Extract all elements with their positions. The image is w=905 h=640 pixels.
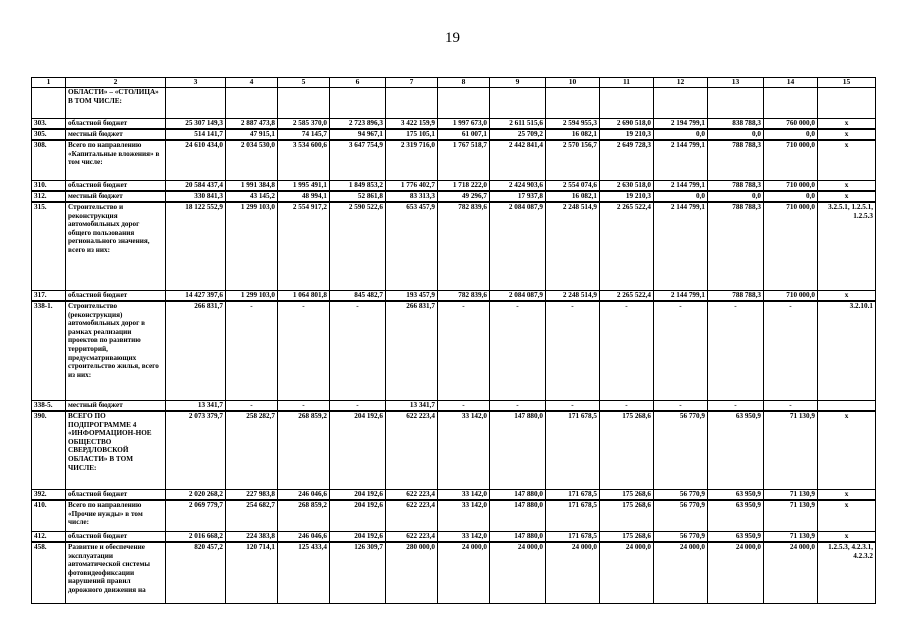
value-cell: - (600, 401, 654, 412)
value-cell: 49 296,7 (438, 191, 490, 202)
row-name-cell: областной бюджет (66, 532, 166, 543)
value-cell: 788 788,3 (708, 181, 764, 192)
value-cell: 24 000,0 (438, 542, 490, 604)
value-cell: 24 000,0 (708, 542, 764, 604)
value-cell: 175 268,6 (600, 411, 654, 490)
value-cell: 48 994,1 (278, 191, 330, 202)
value-cell: 227 983,8 (226, 490, 278, 501)
value-cell: 622 223,4 (386, 411, 438, 490)
value-cell: 838 788,3 (708, 119, 764, 130)
value-cell: 514 141,7 (166, 129, 226, 140)
row-number-cell: 390. (32, 411, 66, 490)
value-cell: 24 000,0 (490, 542, 546, 604)
value-cell: 0,0 (708, 129, 764, 140)
table-row (32, 129, 876, 140)
value-cell: - (330, 301, 386, 401)
column-number-6: 6 (330, 78, 386, 88)
value-cell: 56 770,9 (654, 532, 708, 543)
table-row (32, 411, 876, 490)
value-cell: 268 859,2 (278, 411, 330, 490)
value-cell: - (330, 401, 386, 412)
value-cell: 0,0 (654, 129, 708, 140)
target-ref-cell: 3.2.10.1 (818, 301, 876, 401)
value-cell: - (708, 401, 764, 412)
column-number-5: 5 (278, 78, 330, 88)
value-cell: 1 718 222,0 (438, 181, 490, 192)
value-cell: 20 584 437,4 (166, 181, 226, 192)
table-row (32, 500, 876, 532)
value-cell: 204 192,6 (330, 411, 386, 490)
row-name-cell: областной бюджет (66, 291, 166, 302)
value-cell: 56 770,9 (654, 500, 708, 532)
value-cell: - (278, 401, 330, 412)
value-cell: 653 457,9 (386, 202, 438, 291)
value-cell: 2 248 514,9 (546, 202, 600, 291)
column-number-12: 12 (654, 78, 708, 88)
value-cell: - (546, 401, 600, 412)
value-cell: 2 590 522,6 (330, 202, 386, 291)
value-cell: 94 967,1 (330, 129, 386, 140)
value-cell: 1 995 491,1 (278, 181, 330, 192)
value-cell: 171 678,5 (546, 532, 600, 543)
value-cell: 2 144 799,1 (654, 140, 708, 181)
column-number-2: 2 (66, 78, 166, 88)
value-cell: 1 997 673,0 (438, 119, 490, 130)
value-cell: 71 130,9 (764, 411, 818, 490)
value-cell: 52 861,8 (330, 191, 386, 202)
value-cell: - (226, 401, 278, 412)
table-row (32, 140, 876, 181)
value-cell: 147 880,0 (490, 411, 546, 490)
value-cell: 0,0 (764, 129, 818, 140)
value-cell: 63 950,9 (708, 500, 764, 532)
row-number-cell: 317. (32, 291, 66, 302)
target-ref-cell: x (818, 140, 876, 181)
value-cell (386, 88, 438, 119)
value-cell: 2 554 917,2 (278, 202, 330, 291)
value-cell: 788 788,3 (708, 202, 764, 291)
value-cell: - (764, 301, 818, 401)
value-cell: 61 007,1 (438, 129, 490, 140)
column-number-15: 15 (818, 78, 876, 88)
row-number-cell: 303. (32, 119, 66, 130)
row-name-cell: Развитие и обеспечение эксплуатации автоматической системы фотовидеофиксации нарушений правил дорожного движения на (66, 542, 166, 604)
value-cell: 622 223,4 (386, 490, 438, 501)
value-cell: 1 849 853,2 (330, 181, 386, 192)
value-cell: 224 383,8 (226, 532, 278, 543)
value-cell: 1 767 518,7 (438, 140, 490, 181)
value-cell: 125 433,4 (278, 542, 330, 604)
value-cell (438, 88, 490, 119)
table-row (32, 181, 876, 192)
value-cell: 83 313,3 (386, 191, 438, 202)
value-cell: 2 020 268,2 (166, 490, 226, 501)
value-cell: 19 210,3 (600, 191, 654, 202)
value-cell: 63 950,9 (708, 532, 764, 543)
value-cell: 1 299 103,0 (226, 202, 278, 291)
value-cell: 171 678,5 (546, 490, 600, 501)
value-cell: 147 880,0 (490, 500, 546, 532)
value-cell: 254 682,7 (226, 500, 278, 532)
value-cell: 47 915,1 (226, 129, 278, 140)
value-cell: - (490, 401, 546, 412)
column-number-10: 10 (546, 78, 600, 88)
value-cell: 622 223,4 (386, 532, 438, 543)
value-cell: 266 831,7 (386, 301, 438, 401)
value-cell: 3 422 159,9 (386, 119, 438, 130)
value-cell (654, 88, 708, 119)
value-cell: 2 594 955,3 (546, 119, 600, 130)
value-cell: 147 880,0 (490, 490, 546, 501)
value-cell: 0,0 (654, 191, 708, 202)
budget-table (31, 77, 876, 604)
column-number-4: 4 (226, 78, 278, 88)
row-name-cell: ВСЕГО ПО ПОДПРОГРАММЕ 4 «ИНФОРМАЦИОН-НОЕ ОБЩЕСТВО СВЕРДЛОВСКОЙ ОБЛАСТИ» В ТОМ ЧИСЛЕ: (66, 411, 166, 490)
row-name-cell: Строительство (реконструкция) автомобильных дорог в рамках реализации проектов по развитию территорий, предусматривающих строительство жилья, всего из них: (66, 301, 166, 401)
value-cell: 2 554 074,6 (546, 181, 600, 192)
column-number-8: 8 (438, 78, 490, 88)
row-number-cell: 310. (32, 181, 66, 192)
row-name-cell: областной бюджет (66, 181, 166, 192)
value-cell: - (226, 301, 278, 401)
value-cell: 2 265 522,4 (600, 202, 654, 291)
value-cell: 2 424 903,6 (490, 181, 546, 192)
target-ref-cell: x (818, 490, 876, 501)
column-number-3: 3 (166, 78, 226, 88)
row-number-cell: 338-5. (32, 401, 66, 412)
value-cell: 788 788,3 (708, 291, 764, 302)
row-name-cell: местный бюджет (66, 191, 166, 202)
value-cell: 33 142,0 (438, 532, 490, 543)
value-cell: 120 714,1 (226, 542, 278, 604)
row-name-cell: областной бюджет (66, 490, 166, 501)
value-cell: 25 307 149,3 (166, 119, 226, 130)
value-cell: 24 000,0 (546, 542, 600, 604)
column-number-13: 13 (708, 78, 764, 88)
table-row (32, 401, 876, 412)
value-cell: 2 630 518,0 (600, 181, 654, 192)
value-cell: 14 427 397,6 (166, 291, 226, 302)
value-cell: 2 887 473,8 (226, 119, 278, 130)
column-number-9: 9 (490, 78, 546, 88)
value-cell: 63 950,9 (708, 490, 764, 501)
table-row (32, 202, 876, 291)
value-cell: 2 723 896,3 (330, 119, 386, 130)
value-cell: 126 309,7 (330, 542, 386, 604)
target-ref-cell: x (818, 129, 876, 140)
value-cell: 56 770,9 (654, 490, 708, 501)
value-cell: 74 145,7 (278, 129, 330, 140)
value-cell: 266 831,7 (166, 301, 226, 401)
value-cell (546, 88, 600, 119)
table-row (32, 191, 876, 202)
value-cell: 1 776 402,7 (386, 181, 438, 192)
value-cell: 2 570 156,7 (546, 140, 600, 181)
value-cell: 33 142,0 (438, 500, 490, 532)
row-number-cell: 458. (32, 542, 66, 604)
page-number: 19 (445, 30, 460, 46)
value-cell: 268 859,2 (278, 500, 330, 532)
value-cell: - (764, 401, 818, 412)
value-cell: 3 647 754,9 (330, 140, 386, 181)
value-cell: 43 145,2 (226, 191, 278, 202)
value-cell: 18 122 552,9 (166, 202, 226, 291)
value-cell: - (546, 301, 600, 401)
value-cell: 2 034 530,0 (226, 140, 278, 181)
value-cell: 2 442 841,4 (490, 140, 546, 181)
table-row (32, 542, 876, 604)
value-cell: - (278, 301, 330, 401)
target-ref-cell: x (818, 532, 876, 543)
value-cell: 13 341,7 (166, 401, 226, 412)
value-cell: 16 082,1 (546, 129, 600, 140)
value-cell: - (438, 301, 490, 401)
value-cell: 25 709,2 (490, 129, 546, 140)
value-cell: 0,0 (708, 191, 764, 202)
value-cell: 16 082,1 (546, 191, 600, 202)
value-cell: 246 046,6 (278, 490, 330, 501)
target-ref-cell: x (818, 181, 876, 192)
value-cell: 1 991 384,8 (226, 181, 278, 192)
value-cell: 33 142,0 (438, 490, 490, 501)
value-cell: 2 073 379,7 (166, 411, 226, 490)
row-name-cell: Строительство и реконструкция автомобильных дорог общего пользования регионального значения, всего из них: (66, 202, 166, 291)
row-number-cell: 312. (32, 191, 66, 202)
table-row (32, 291, 876, 302)
value-cell: 782 839,6 (438, 202, 490, 291)
table-row (32, 532, 876, 543)
value-cell: 710 000,0 (764, 291, 818, 302)
value-cell: 175 268,6 (600, 490, 654, 501)
row-number-cell: 308. (32, 140, 66, 181)
row-name-cell: областной бюджет (66, 119, 166, 130)
value-cell: 171 678,5 (546, 500, 600, 532)
value-cell: - (490, 301, 546, 401)
value-cell: 2 649 728,3 (600, 140, 654, 181)
value-cell: 13 341,7 (386, 401, 438, 412)
value-cell: 258 282,7 (226, 411, 278, 490)
value-cell: 0,0 (764, 191, 818, 202)
value-cell: 56 770,9 (654, 411, 708, 490)
column-number-7: 7 (386, 78, 438, 88)
column-number-1: 1 (32, 78, 66, 88)
value-cell: 330 841,3 (166, 191, 226, 202)
value-cell: 63 950,9 (708, 411, 764, 490)
value-cell: 710 000,0 (764, 202, 818, 291)
value-cell (708, 88, 764, 119)
target-ref-cell: x (818, 191, 876, 202)
value-cell: 2 690 518,0 (600, 119, 654, 130)
value-cell: 2 016 668,2 (166, 532, 226, 543)
value-cell: 710 000,0 (764, 140, 818, 181)
row-name-cell: местный бюджет (66, 401, 166, 412)
value-cell: - (600, 301, 654, 401)
value-cell: 71 130,9 (764, 490, 818, 501)
row-name-cell: Всего по направлению «Капитальные вложения» в том числе: (66, 140, 166, 181)
value-cell: 2 144 799,1 (654, 202, 708, 291)
value-cell: 2 084 087,9 (490, 202, 546, 291)
value-cell: 622 223,4 (386, 500, 438, 532)
target-ref-cell (818, 401, 876, 412)
target-ref-cell: x (818, 411, 876, 490)
row-name-cell: местный бюджет (66, 129, 166, 140)
row-name-cell: ОБЛАСТИ» – «СТОЛИЦА» В ТОМ ЧИСЛЕ: (66, 88, 166, 119)
value-cell (330, 88, 386, 119)
value-cell: 175 105,1 (386, 129, 438, 140)
value-cell: 1 064 801,8 (278, 291, 330, 302)
row-number-cell: 410. (32, 500, 66, 532)
value-cell: 17 937,8 (490, 191, 546, 202)
value-cell: 710 000,0 (764, 181, 818, 192)
value-cell: 204 192,6 (330, 490, 386, 501)
value-cell: - (654, 401, 708, 412)
value-cell: 782 839,6 (438, 291, 490, 302)
target-ref-cell (818, 88, 876, 119)
value-cell (166, 88, 226, 119)
value-cell: 845 482,7 (330, 291, 386, 302)
table-row (32, 490, 876, 501)
value-cell: 2 144 799,1 (654, 181, 708, 192)
table-row (32, 88, 876, 119)
value-cell: 246 046,6 (278, 532, 330, 543)
value-cell: - (438, 401, 490, 412)
value-cell: 175 268,6 (600, 500, 654, 532)
value-cell: 820 457,2 (166, 542, 226, 604)
target-ref-cell: 3.2.5.1, 1.2.5.1, 1.2.5.3 (818, 202, 876, 291)
value-cell (490, 88, 546, 119)
value-cell: 204 192,6 (330, 532, 386, 543)
row-number-cell: 305. (32, 129, 66, 140)
row-number-cell: 315. (32, 202, 66, 291)
value-cell: 147 880,0 (490, 532, 546, 543)
value-cell: 2 144 799,1 (654, 291, 708, 302)
target-ref-cell: x (818, 119, 876, 130)
value-cell: 1 299 103,0 (226, 291, 278, 302)
value-cell: 24 000,0 (764, 542, 818, 604)
value-cell: 2 585 370,0 (278, 119, 330, 130)
row-number-cell: 392. (32, 490, 66, 501)
value-cell: 204 192,6 (330, 500, 386, 532)
row-name-cell: Всего по направлению «Прочие нужды» в том числе: (66, 500, 166, 532)
value-cell: 171 678,5 (546, 411, 600, 490)
value-cell: - (708, 301, 764, 401)
value-cell: 2 069 779,7 (166, 500, 226, 532)
value-cell (226, 88, 278, 119)
value-cell: 71 130,9 (764, 532, 818, 543)
column-number-11: 11 (600, 78, 654, 88)
value-cell: 760 000,0 (764, 119, 818, 130)
column-number-row (32, 78, 876, 88)
value-cell: 24 000,0 (654, 542, 708, 604)
value-cell: 175 268,6 (600, 532, 654, 543)
column-number-14: 14 (764, 78, 818, 88)
value-cell: - (654, 301, 708, 401)
value-cell: 2 265 522,4 (600, 291, 654, 302)
value-cell: 19 210,3 (600, 129, 654, 140)
value-cell: 280 000,0 (386, 542, 438, 604)
row-number-cell (32, 88, 66, 119)
row-number-cell: 412. (32, 532, 66, 543)
value-cell: 2 248 514,9 (546, 291, 600, 302)
value-cell: 2 319 716,0 (386, 140, 438, 181)
table-row (32, 119, 876, 130)
target-ref-cell: x (818, 500, 876, 532)
target-ref-cell: x (818, 291, 876, 302)
value-cell: 788 788,3 (708, 140, 764, 181)
value-cell (764, 88, 818, 119)
target-ref-cell: 1.2.5.3, 4.2.3.1, 4.2.3.2 (818, 542, 876, 604)
value-cell: 24 610 434,0 (166, 140, 226, 181)
value-cell: 2 084 087,9 (490, 291, 546, 302)
table-row (32, 301, 876, 401)
value-cell: 71 130,9 (764, 500, 818, 532)
value-cell (600, 88, 654, 119)
value-cell: 2 611 515,6 (490, 119, 546, 130)
value-cell: 33 142,0 (438, 411, 490, 490)
value-cell: 193 457,9 (386, 291, 438, 302)
value-cell: 24 000,0 (600, 542, 654, 604)
value-cell (278, 88, 330, 119)
value-cell: 2 194 799,1 (654, 119, 708, 130)
value-cell: 3 534 600,6 (278, 140, 330, 181)
row-number-cell: 338-1. (32, 301, 66, 401)
